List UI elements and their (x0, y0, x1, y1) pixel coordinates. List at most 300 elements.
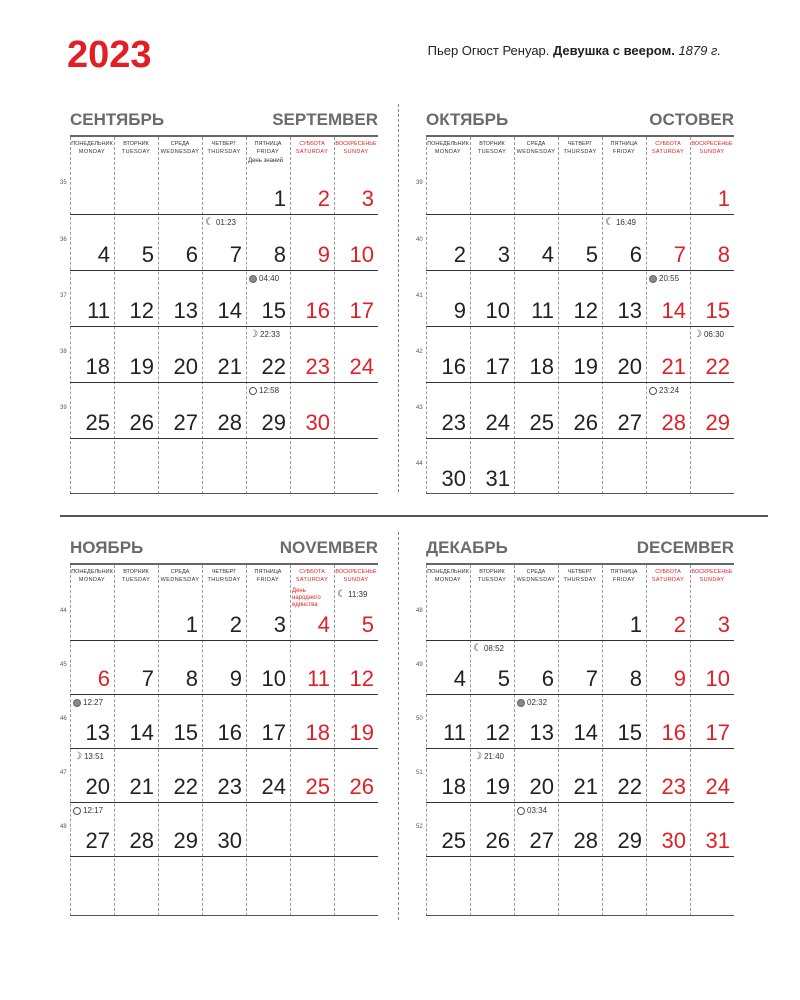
week-row (416, 586, 734, 641)
day-number: 22 (705, 354, 730, 379)
week-number: 51 (416, 770, 423, 776)
day-cell (470, 214, 514, 270)
day-cell (114, 694, 158, 748)
day-number: 8 (185, 666, 198, 691)
day-cell (290, 856, 334, 910)
month-header (426, 110, 734, 136)
month-name-en: OCTOBER (649, 110, 734, 129)
month-september (60, 110, 378, 494)
day-number: 28 (573, 828, 598, 853)
day-number: 30 (441, 466, 466, 491)
weekday-label-en: SUNDAY (699, 149, 725, 155)
day-number: 5 (585, 242, 598, 267)
day-cell (646, 382, 690, 438)
day-number: 7 (673, 242, 686, 267)
first-quarter-icon: ☽ (249, 329, 258, 340)
weekday-label-en: THURSDAY (207, 149, 241, 155)
day-number: 15 (261, 298, 286, 323)
day-cell (202, 270, 246, 326)
day-cell (246, 694, 290, 748)
day-cell (470, 856, 514, 910)
day-cell (70, 802, 114, 856)
day-cell (334, 326, 378, 382)
day-number: 10 (261, 666, 286, 691)
day-cell (558, 156, 602, 214)
day-number: 26 (349, 774, 374, 799)
day-cell (514, 856, 558, 910)
day-cell (70, 156, 114, 214)
day-number: 24 (349, 354, 374, 379)
day-cell (290, 640, 334, 694)
day-cell (470, 382, 514, 438)
moon-phase (249, 386, 279, 396)
day-number: 17 (705, 720, 730, 745)
day-cell (646, 270, 690, 326)
moon-phase (473, 644, 504, 654)
week-number: 46 (60, 716, 67, 722)
day-number: 11 (87, 298, 110, 323)
day-cell (426, 802, 470, 856)
day-number: 25 (85, 410, 110, 435)
day-number: 30 (305, 410, 330, 435)
week-row (60, 748, 378, 803)
day-cell (514, 270, 558, 326)
day-cell (426, 438, 470, 494)
day-cell (246, 640, 290, 694)
day-number: 16 (217, 720, 242, 745)
day-number: 2 (317, 186, 330, 211)
day-cell (602, 326, 646, 382)
day-number: 17 (349, 298, 374, 323)
caption-title: Девушка с веером. (553, 43, 675, 58)
week-number: 35 (60, 180, 67, 186)
day-cell (290, 156, 334, 214)
day-cell (426, 586, 470, 640)
day-cell (70, 640, 114, 694)
weekday-label-ru: ЧЕТВЕРГ (211, 569, 237, 575)
last-quarter-icon: ☾ (337, 589, 346, 600)
week-number: 48 (416, 608, 423, 614)
day-number: 5 (361, 612, 374, 637)
day-cell (158, 640, 202, 694)
day-number: 12 (573, 298, 598, 323)
day-number: 5 (141, 242, 154, 267)
moon-phase-time: 02:32 (527, 698, 548, 707)
day-number: 14 (573, 720, 598, 745)
day-number: 11 (531, 298, 554, 323)
weekday-label-en: WEDNESDAY (516, 149, 556, 155)
day-cell (514, 694, 558, 748)
day-cell (470, 802, 514, 856)
day-cell (646, 694, 690, 748)
day-number: 13 (617, 298, 642, 323)
week-number: 47 (60, 770, 67, 776)
day-cell (470, 748, 514, 802)
week-row (60, 586, 378, 641)
day-cell (246, 382, 290, 438)
week-number: 39 (60, 405, 67, 411)
day-number: 31 (485, 466, 510, 491)
day-number: 4 (453, 666, 466, 691)
day-cell (246, 802, 290, 856)
day-number: 13 (85, 720, 110, 745)
month-name-en: NOVEMBER (279, 538, 378, 557)
week-row (60, 382, 378, 439)
day-cell (158, 214, 202, 270)
month-header (70, 538, 378, 564)
day-cell (158, 856, 202, 910)
month-bottom-rule (426, 915, 734, 916)
day-number: 21 (217, 354, 242, 379)
day-cell (602, 802, 646, 856)
week-number: 52 (416, 824, 423, 830)
week-number: 50 (416, 716, 423, 722)
weekday-label-en: FRIDAY (612, 577, 636, 583)
day-cell (202, 326, 246, 382)
day-cell (470, 586, 514, 640)
day-cell (290, 586, 334, 640)
day-number: 9 (673, 666, 686, 691)
day-cell (426, 694, 470, 748)
day-number: 1 (717, 186, 730, 211)
day-cell (470, 438, 514, 494)
moon-phase-time: 13:51 (83, 752, 104, 762)
moon-phase (517, 806, 547, 816)
weekday-label-en: WEDNESDAY (516, 577, 556, 583)
day-number: 2 (229, 612, 242, 637)
weekday-label-ru: ВОСКРЕСЕНЬЕ (335, 569, 377, 575)
moon-phase-time: 08:52 (483, 644, 504, 654)
day-cell (70, 586, 114, 640)
day-cell (202, 382, 246, 438)
day-number: 7 (141, 666, 154, 691)
day-number: 15 (617, 720, 642, 745)
day-cell (202, 640, 246, 694)
day-cell (470, 326, 514, 382)
day-cell (426, 856, 470, 910)
week-row (60, 156, 378, 215)
moon-phase-time: 23:24 (659, 386, 680, 395)
weekday-label-ru: ПОНЕДЕЛЬНИК (71, 569, 113, 575)
day-cell (646, 586, 690, 640)
first-quarter-icon: ☽ (73, 751, 82, 762)
day-number: 28 (217, 410, 242, 435)
day-cell (426, 640, 470, 694)
day-cell (602, 214, 646, 270)
day-cell (602, 640, 646, 694)
day-cell (114, 156, 158, 214)
day-cell (690, 802, 734, 856)
full-moon-icon (249, 275, 257, 283)
moon-phase (473, 752, 504, 762)
day-number: 9 (453, 298, 466, 323)
day-cell (514, 640, 558, 694)
day-number: 30 (661, 828, 686, 853)
week-row (60, 214, 378, 271)
day-cell (334, 856, 378, 910)
weekday-label-en: MONDAY (78, 149, 106, 155)
weekday-label-en: THURSDAY (563, 577, 597, 583)
week-number: 37 (60, 293, 67, 299)
day-cell (246, 856, 290, 910)
weekday-label-ru: СРЕДА (170, 141, 190, 147)
day-number: 24 (261, 774, 286, 799)
day-cell (202, 156, 246, 214)
month-name-ru: ОКТЯБРЬ (426, 110, 509, 129)
day-cell (646, 802, 690, 856)
day-number: 20 (173, 354, 198, 379)
day-cell (202, 438, 246, 494)
month-header (426, 538, 734, 564)
day-cell (114, 382, 158, 438)
week-row (70, 438, 378, 494)
day-cell (246, 438, 290, 494)
day-number: 6 (185, 242, 198, 267)
day-cell (690, 748, 734, 802)
week-row (416, 694, 734, 749)
day-number: 16 (661, 720, 686, 745)
day-cell (290, 382, 334, 438)
weekday-label-en: WEDNESDAY (160, 149, 200, 155)
weekday-label-en: TUESDAY (477, 577, 507, 583)
day-cell (514, 382, 558, 438)
day-cell (202, 586, 246, 640)
day-cell (246, 270, 290, 326)
day-cell (690, 156, 734, 214)
day-cell (70, 270, 114, 326)
day-cell (646, 640, 690, 694)
day-cell (246, 214, 290, 270)
day-cell (158, 270, 202, 326)
weekday-label-ru: ВОСКРЕСЕНЬЕ (335, 141, 377, 147)
day-cell (290, 802, 334, 856)
day-cell (646, 326, 690, 382)
day-cell (470, 694, 514, 748)
day-number: 7 (585, 666, 598, 691)
day-cell (514, 802, 558, 856)
weekday-label-ru: ЧЕТВЕРГ (567, 569, 593, 575)
day-cell (334, 214, 378, 270)
day-number: 26 (485, 828, 510, 853)
moon-phase-time: 12:27 (83, 698, 104, 707)
day-number: 8 (717, 242, 730, 267)
week-row (60, 694, 378, 749)
weekday-label-ru: ПЯТНИЦА (254, 569, 282, 575)
day-cell (290, 748, 334, 802)
day-cell (70, 748, 114, 802)
weekday-label-ru: СРЕДА (526, 569, 546, 575)
week-row (416, 270, 734, 327)
day-number: 10 (485, 298, 510, 323)
day-number: 26 (129, 410, 154, 435)
week-row (60, 326, 378, 383)
weekday-label-ru: СУББОТА (655, 569, 681, 575)
moon-phase (605, 218, 636, 228)
month-bottom-rule (70, 915, 378, 916)
weekday-label-en: MONDAY (434, 577, 462, 583)
first-quarter-icon: ☽ (693, 329, 702, 340)
day-cell (646, 438, 690, 494)
moon-phase (693, 330, 724, 340)
weekday-label-en: SATURDAY (295, 577, 329, 583)
day-number: 20 (617, 354, 642, 379)
day-number: 19 (129, 354, 154, 379)
weekday-label-en: SATURDAY (651, 577, 685, 583)
day-cell (202, 748, 246, 802)
month-bottom-rule (426, 493, 734, 494)
day-number: 23 (441, 410, 466, 435)
caption-author: Пьер Огюст Ренуар. (427, 43, 550, 58)
week-row (70, 856, 378, 910)
day-number: 8 (629, 666, 642, 691)
day-cell (646, 856, 690, 910)
day-number: 27 (529, 828, 554, 853)
day-number: 27 (617, 410, 642, 435)
day-number: 10 (349, 242, 374, 267)
day-cell (426, 382, 470, 438)
day-number: 24 (705, 774, 730, 799)
day-cell (114, 586, 158, 640)
day-number: 13 (173, 298, 198, 323)
day-cell (602, 382, 646, 438)
weekday-label-en: FRIDAY (256, 577, 280, 583)
day-cell (426, 326, 470, 382)
weekday-label-en: THURSDAY (563, 149, 597, 155)
day-cell (558, 748, 602, 802)
day-cell (334, 640, 378, 694)
moon-phase (73, 752, 104, 762)
day-number: 18 (441, 774, 466, 799)
weekday-label-ru: ПЯТНИЦА (610, 141, 638, 147)
day-cell (70, 214, 114, 270)
day-cell (558, 326, 602, 382)
week-row (416, 382, 734, 439)
day-cell (70, 438, 114, 494)
day-number: 4 (317, 612, 330, 637)
day-number: 3 (273, 612, 286, 637)
new-moon-icon (73, 807, 81, 815)
weekday-label-ru: СРЕДА (526, 141, 546, 147)
week-number: 44 (416, 461, 423, 467)
day-cell (690, 214, 734, 270)
day-cell (690, 694, 734, 748)
day-cell (426, 748, 470, 802)
weekday-label-ru: СУББОТА (299, 141, 325, 147)
day-number: 22 (261, 354, 286, 379)
day-cell (558, 586, 602, 640)
moon-phase (649, 274, 679, 284)
moon-phase (517, 698, 547, 708)
month-header (70, 110, 378, 136)
day-cell (158, 326, 202, 382)
day-cell (246, 156, 290, 214)
weekday-label-ru: ВОСКРЕСЕНЬЕ (691, 569, 733, 575)
day-cell (514, 748, 558, 802)
day-cell (114, 748, 158, 802)
month-name-en: SEPTEMBER (272, 110, 378, 129)
day-number: 14 (217, 298, 242, 323)
day-number: 7 (229, 242, 242, 267)
day-cell (114, 856, 158, 910)
weekday-label-ru: ВТОРНИК (123, 141, 149, 147)
day-cell (558, 640, 602, 694)
day-cell (202, 694, 246, 748)
weekday-label-en: TUESDAY (121, 577, 151, 583)
day-number: 29 (261, 410, 286, 435)
day-cell (334, 438, 378, 494)
day-cell (158, 156, 202, 214)
new-moon-icon (517, 807, 525, 815)
full-moon-icon (517, 699, 525, 707)
day-cell (158, 748, 202, 802)
day-cell (334, 586, 378, 640)
weekday-label-en: THURSDAY (207, 577, 241, 583)
day-cell (690, 270, 734, 326)
weekday-label-ru: ПОНЕДЕЛЬНИК (427, 569, 469, 575)
moon-phase (337, 590, 367, 600)
day-cell (334, 748, 378, 802)
day-number: 20 (85, 774, 110, 799)
day-cell (690, 640, 734, 694)
moon-phase (73, 698, 103, 708)
month-name-ru: СЕНТЯБРЬ (70, 110, 165, 129)
full-moon-icon (73, 699, 81, 707)
day-cell (646, 156, 690, 214)
day-number: 6 (629, 242, 642, 267)
day-number: 31 (705, 828, 730, 853)
day-number: 4 (541, 242, 554, 267)
last-quarter-icon: ☾ (205, 217, 214, 228)
weekday-label-ru: ПОНЕДЕЛЬНИК (71, 141, 113, 147)
week-number: 38 (60, 349, 67, 355)
week-row (416, 640, 734, 695)
day-cell (70, 326, 114, 382)
day-number: 2 (453, 242, 466, 267)
day-number: 17 (261, 720, 286, 745)
day-number: 29 (173, 828, 198, 853)
day-number: 12 (485, 720, 510, 745)
week-row (416, 438, 734, 494)
moon-phase-time: 12:17 (83, 806, 104, 815)
day-number: 25 (305, 774, 330, 799)
day-cell (246, 586, 290, 640)
day-cell (690, 586, 734, 640)
day-cell (334, 802, 378, 856)
weekday-label-en: MONDAY (434, 149, 462, 155)
day-cell (558, 438, 602, 494)
day-number: 30 (217, 828, 242, 853)
weekday-label-en: FRIDAY (612, 149, 636, 155)
moon-phase-time: 04:40 (259, 274, 280, 283)
day-cell (558, 694, 602, 748)
weekday-label-en: FRIDAY (256, 149, 280, 155)
day-cell (558, 856, 602, 910)
week-number: 40 (416, 237, 423, 243)
moon-phase-time: 06:30 (703, 330, 724, 340)
weekday-label-ru: ВТОРНИК (123, 569, 149, 575)
first-quarter-icon: ☽ (473, 751, 482, 762)
day-cell (290, 438, 334, 494)
day-cell (114, 802, 158, 856)
day-cell (334, 382, 378, 438)
day-cell (514, 586, 558, 640)
day-cell (290, 326, 334, 382)
day-cell (690, 382, 734, 438)
week-row (416, 214, 734, 271)
week-row (416, 156, 734, 215)
day-number: 2 (673, 612, 686, 637)
artwork-caption (428, 43, 721, 58)
